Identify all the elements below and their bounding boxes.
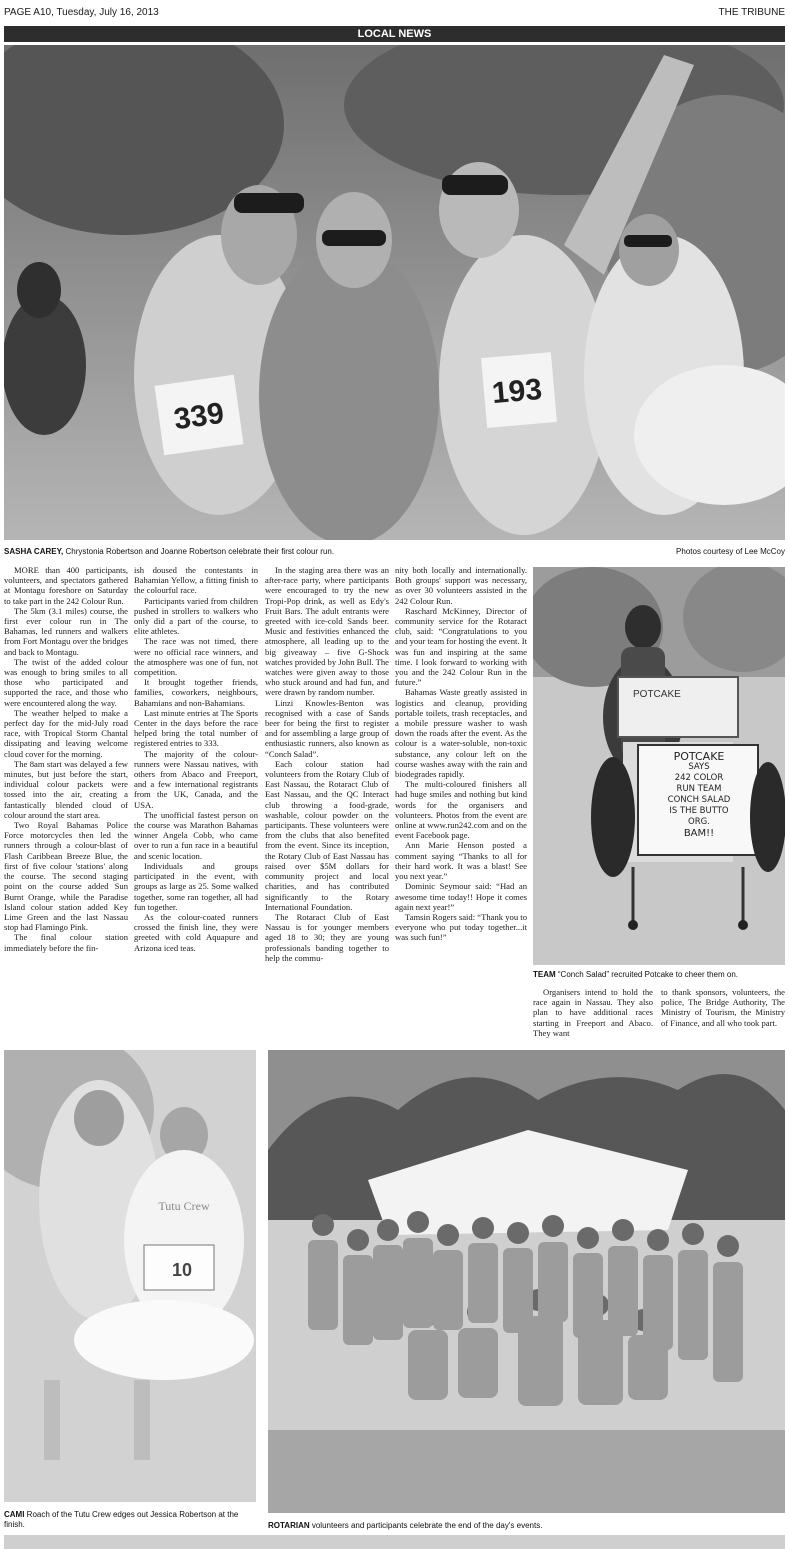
article-paragraph: to thank sponsors, volunteers, the police, The Bridge Authority, The Ministry of Tourism, the Ministry of Finance, and all who took part.: [661, 987, 785, 1028]
article-paragraph: Linzi Knowles-Benton was recognised with a case of Sands beer for being the first to register and for assembling a large group of enthusiastic runners, also known as “Conch Salad”.: [265, 697, 389, 759]
article-paragraph: The weather helped to make a perfect day for the mid-July road race, with Tropical Storm Chantal dissipating and leaving welcome cloud cover for the morning.: [4, 707, 128, 759]
team-photo-caption: [533, 970, 785, 980]
caption-lead: ROTARIAN: [268, 1521, 310, 1530]
cami-photo-caption: [4, 1510, 256, 1530]
article-paragraph: The 8am start was delayed a few minutes, but just before the start, individual colour packets were tossed into the air, creating a fantastically blended cloud of colour around the start area.: [4, 758, 128, 820]
article-paragraph: Raschard McKinney, Director of community service for the Rotaract club, said: “Congratulations to you and your team for hosting the event. It was fun and inspiring at the same time. I look forward to working with you and the 242 Colour Run in the future.”: [395, 605, 527, 688]
shirt-text: Tutu Crew: [158, 1199, 210, 1213]
article-paragraph: Tamsin Rogers said: “Thank you to everyone who put today together...it was such fun!”: [395, 911, 527, 943]
section-title: LOCAL NEWS: [4, 26, 785, 42]
bib-number-339: 339: [171, 396, 227, 437]
box-label: POTCAKE: [633, 689, 681, 700]
sign-line: ORG.: [688, 817, 710, 827]
article-column-2: [134, 565, 258, 953]
article-paragraph: The final colour station immediately before the fin-: [4, 932, 128, 953]
caption-lead: SASHA CAREY,: [4, 547, 64, 556]
article-paragraph: Individuals and groups participated in the event, with groups as large as 25. Some walked together, some ran together, all had fun together.: [134, 860, 258, 912]
sign-line: 242 COLOR: [674, 773, 724, 783]
main-photo-caption: [4, 547, 524, 557]
article-paragraph: The unofficial fastest person on the course was Marathon Bahamas winner Angela Cobb, who came over to run a fun race in a beautiful and scenic location.: [134, 809, 258, 861]
article-paragraph: nity both locally and internationally. Both groups' support was necessary, as over 30 volunteers assisted in the 242 Colour Run.: [395, 565, 527, 606]
article-paragraph: The multi-coloured finishers all had huge smiles and nothing but kind words for the organisers and volunteers. Photos from the event are online at www.run242.com and on the event Facebook page.: [395, 779, 527, 841]
article-paragraph: The majority of the colour-runners were Nassau natives, with others from Abaco and Freeport, and a few international registrants from the UK, Canada, and the USA.: [134, 748, 258, 810]
article-paragraph: The Rotaract Club of East Nassau is for younger members aged 18 to 30; they are young professionals banding together to help the commu-: [265, 911, 389, 963]
article-paragraph: Bahamas Waste greatly assisted in logistics and cleanup, providing portable toilets, trash receptacles, and a mobile pressure washer to wash down the roads after the event. As the colour is a water-soluble, non-toxic substance, any colour left on the course washes away with the rain and biodegrades rapidly.: [395, 687, 527, 780]
article-paragraph: Dominic Seymour said: “Had an awesome time today!! Hope it comes again next year!”: [395, 881, 527, 912]
article-paragraph: Last minute entries at The Sports Center in the days before the race helped bring the total number of registered entries to 333.: [134, 707, 258, 749]
article-column-3: [265, 565, 389, 963]
article-paragraph: Two Royal Bahamas Police Force motorcycles then led the runners through a colour-blast of Flash Caribbean Breeze Blue, the first of five colour 'stations' along the course. The second staging point on the course added Sun Burnt Orange, while the Paradise Island colour station added Key Lime Green and the last Nassau stop had Flamingo Pink.: [4, 820, 128, 933]
article-paragraph: In the staging area there was an after-race party, where participants were encouraged to try the new Tropi-Pop drink, as well as Edy's Fruit Bars. The adult entrants were greeted with ice-cold Sands beer. Music and festivities enhanced the atmosphere, all leading up to the big giveaway – five G-Shock watches provided by John Bull. The watches were given away to those who stuck around and had fun, and were drawn by random number.: [265, 565, 389, 698]
caption-lead: CAMI: [4, 1510, 25, 1519]
sign-line: SAYS: [688, 762, 710, 772]
caption-text: Roach of the Tutu Crew edges out Jessica Robertson at the finish.: [4, 1510, 239, 1529]
article-paragraph: ish doused the contestants in Bahamian Yellow, a fitting finish to the colourful race.: [134, 565, 258, 596]
photo-credit: Photos courtesy of Lee McCoy: [676, 547, 785, 556]
page-number-date: PAGE A10, Tuesday, July 16, 2013: [4, 7, 159, 18]
article-paragraph: As the colour-coated runners crossed the finish line, they were greeted with cold Aquapure and Arizona iced teas.: [134, 911, 258, 953]
bib-number-10: 10: [172, 1260, 193, 1280]
article-paragraph: MORE than 400 participants, volunteers, and spectators gathered at Montagu foreshore on Saturday to take part in the 242 Colour Run.: [4, 565, 128, 606]
sign-line: POTCAKE: [673, 750, 725, 763]
team-photo: [533, 567, 785, 965]
caption-text: volunteers and participants celebrate the end of the day's events.: [309, 1521, 543, 1530]
article-column-1: [4, 565, 128, 953]
main-photo: [4, 45, 785, 540]
article-column-6: [661, 987, 785, 1028]
sign-line: BAM!!: [683, 828, 715, 839]
caption-text: Chrystonia Robertson and Joanne Robertson celebrate their first colour run.: [63, 547, 335, 556]
page-header: [4, 4, 785, 22]
sign-line: IS THE BUTTO: [669, 806, 729, 816]
footer-rule: [4, 1535, 785, 1549]
cami-photo: [4, 1050, 256, 1502]
rotarian-photo-caption: [268, 1521, 785, 1531]
article-paragraph: Each colour station had volunteers from the Rotary Club of East Nassau, the Rotaract Club of East Nassau, and the QC Interact club throwing a food-grade, washable, colour powder on the participants. These volunteers were from the clubs that also benefited from the event. Since its inception, the Rotary Club of East Nassau has raised over $5M dollars for community project and local charities, and has contributed significantly to the Rotary International Foundation.: [265, 758, 389, 912]
article-paragraph: The twist of the added colour was enough to bring smiles to all those who participated and supported the race, and those who were encountered along the way.: [4, 656, 128, 708]
article-paragraph: Participants varied from children pushed in strollers to walkers who only did a part of the course, to elite athletes.: [134, 595, 258, 637]
article-paragraph: It brought together friends, families, coworkers, neighbours, Bahamians and non-Bahamians.: [134, 677, 258, 708]
newspaper-name: THE TRIBUNE: [718, 7, 785, 18]
article-paragraph: The 5km (3.1 miles) course, the first ever colour run in The Bahamas, led runners and walkers from Fort Montagu over the bridges and back to Montagu.: [4, 605, 128, 657]
caption-text: “Conch Salad” recruited Potcake to cheer them on.: [555, 970, 738, 979]
article-paragraph: The race was not timed, there were no official race winners, and the atmosphere was one of fun, not competition.: [134, 636, 258, 678]
article-paragraph: Ann Marie Henson posted a comment saying “Thanks to all for their hard work. It was a blast! See you next year.”: [395, 840, 527, 882]
sign-line: CONCH SALAD: [667, 795, 731, 805]
article-column-5: [533, 987, 653, 1038]
rotarian-photo: [268, 1050, 785, 1513]
bib-number-193: 193: [490, 372, 544, 411]
caption-lead: TEAM: [533, 970, 556, 979]
article-paragraph: Organisers intend to hold the race again in Nassau. They also plan to have additional races starting in Freeport and Abaco. They want: [533, 987, 653, 1038]
potcake-sign: [643, 751, 755, 839]
sign-line: RUN TEAM: [676, 784, 722, 794]
article-column-4: [395, 565, 527, 943]
